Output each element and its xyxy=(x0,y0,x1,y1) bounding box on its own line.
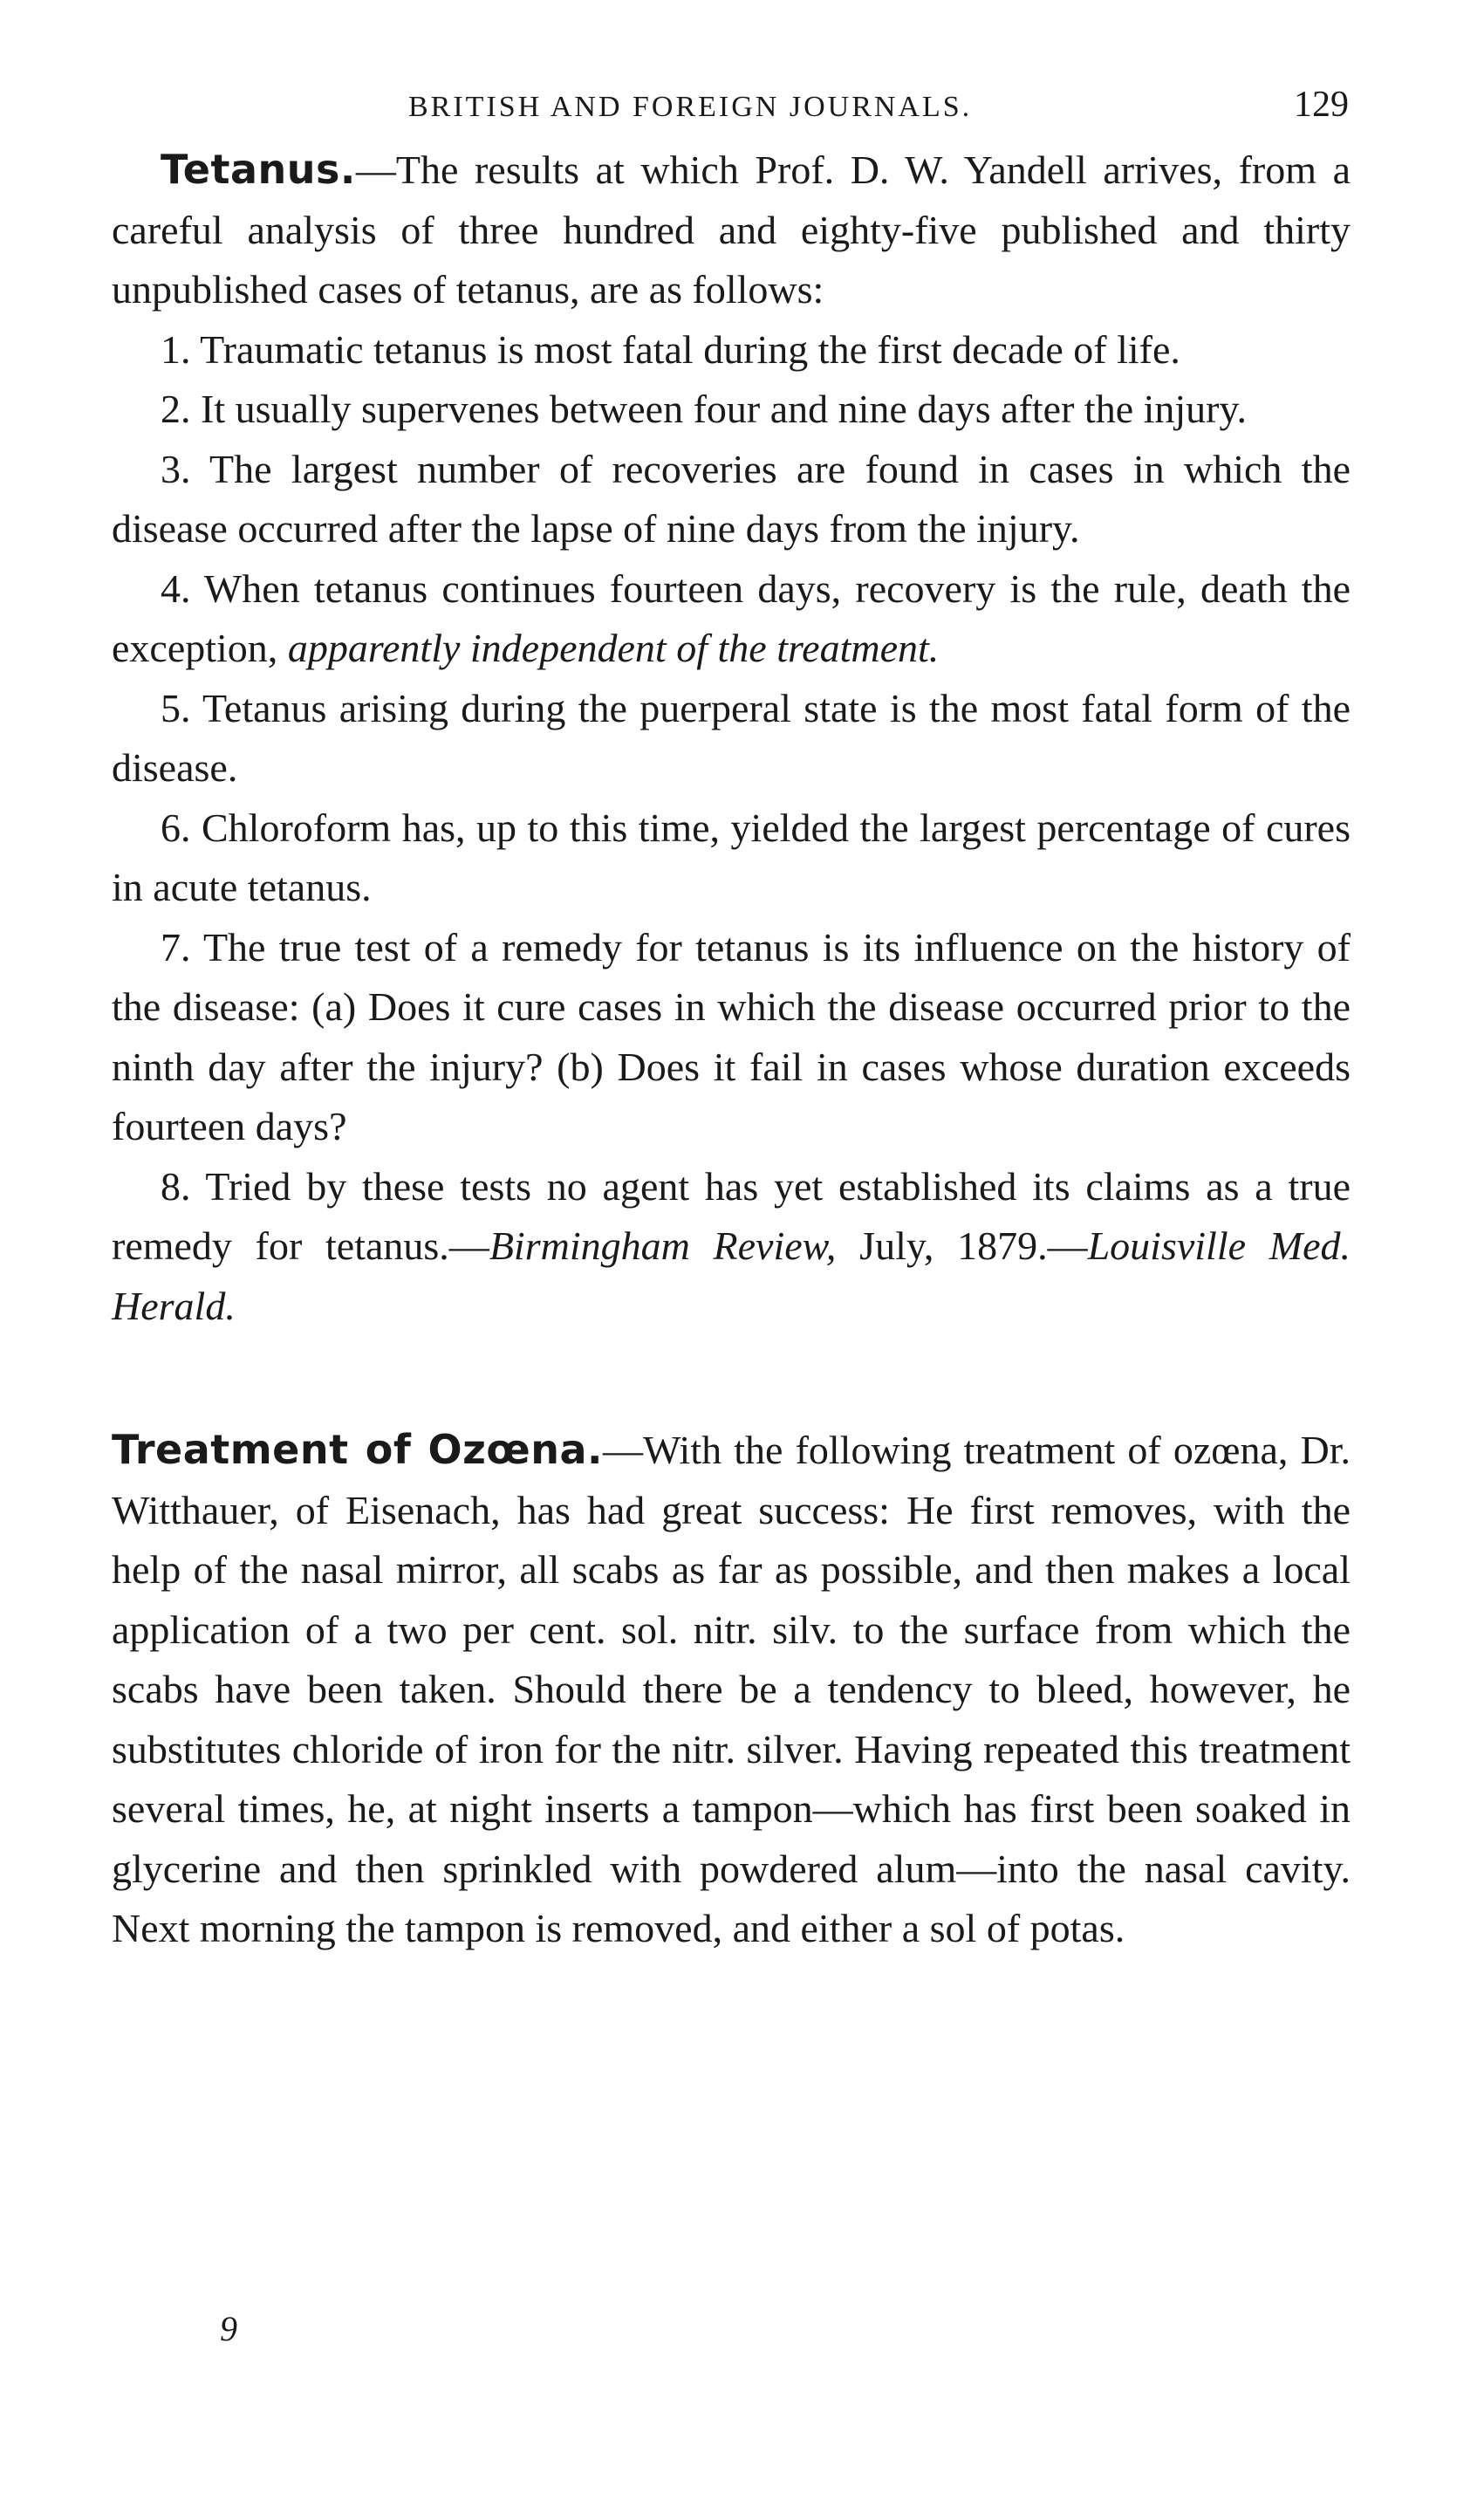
tetanus-item-7: 7. The true test of a remedy for tetanus is its influence on the history of the disease: (a) Does it cure cases in which the disease occurred prior to the ninth day after the injury? (b) Does it fail in cases whose duration exceeds fourteen days? xyxy=(112,924,1351,1148)
section-gap xyxy=(112,1336,1351,1420)
tetanus-item-3: 3. The largest number of recoveries are found in cases in which the disease occurred after the lapse of nine days from the injury. xyxy=(112,446,1351,551)
tetanus-item-4-italic: apparently independent of the treatment. xyxy=(287,626,940,670)
running-head xyxy=(112,79,1351,140)
tetanus-item-4 xyxy=(112,559,1351,679)
tetanus-intro-text: —The results at which Prof. D. W. Yandell arrives, from a careful analysis of three hundred and eighty-five published and thirty unpublished cases of tetanus, are as follows: xyxy=(112,147,1351,312)
tetanus-intro xyxy=(112,140,1351,320)
ozoena-article xyxy=(112,1420,1351,1959)
tetanus-item-8 xyxy=(112,1157,1351,1337)
tetanus-article xyxy=(112,140,1351,1336)
journal-page xyxy=(112,79,1351,1959)
signature-mark: 9 xyxy=(220,2309,237,2348)
source-date: July, 1879.— xyxy=(859,1223,1088,1268)
tetanus-item-2: 2. It usually supervenes between four and nine days after the injury. xyxy=(161,387,1248,431)
tetanus-item-8-text: 8. Tried by these tests no agent has yet established its claims as a true remedy for tetanus.— xyxy=(112,1163,1351,1268)
tetanus-heading: Tetanus. xyxy=(161,146,356,193)
tetanus-item-4-text: 4. When tetanus continues fourteen days, recovery is the rule, death the exception, xyxy=(112,565,1351,670)
ozoena-heading: Treatment of Ozœna. xyxy=(112,1426,603,1473)
tetanus-item-6: 6. Chloroform has, up to this time, yielded the largest percentage of cures in acute tetanus. xyxy=(112,805,1351,909)
ozoena-paragraph xyxy=(112,1420,1351,1959)
tetanus-item-1: 1. Traumatic tetanus is most fatal during the first decade of life. xyxy=(161,326,1180,372)
running-title: BRITISH AND FOREIGN JOURNALS. xyxy=(408,91,973,123)
source-herald: Louisville Med. Herald. xyxy=(112,1223,1351,1328)
ozoena-body: —With the following treatment of ozœna, Dr. Witthauer, of Eisenach, has had great success: He first removes, with the help of the nasal mirror, all scabs as far as possible, and then makes a local application of a two per cent. sol. nitr. silv. to the surface from which the scabs have been taken. Should there be a tendency to bleed, however, he substitutes chloride of iron for the nitr. silver. Having repeated this treatment several times, he, at night inserts a tampon—which has first been soaked in glycerine and then sprinkled with powdered alum—into the nasal cavity. Next morning the tampon is removed, and either a sol of potas. xyxy=(112,1428,1351,1950)
tetanus-item-5: 5. Tetanus arising during the puerperal state is the most fatal form of the disease. xyxy=(112,685,1351,790)
source-review: Birmingham Review, xyxy=(489,1223,837,1268)
page-number: 129 xyxy=(1294,85,1349,125)
